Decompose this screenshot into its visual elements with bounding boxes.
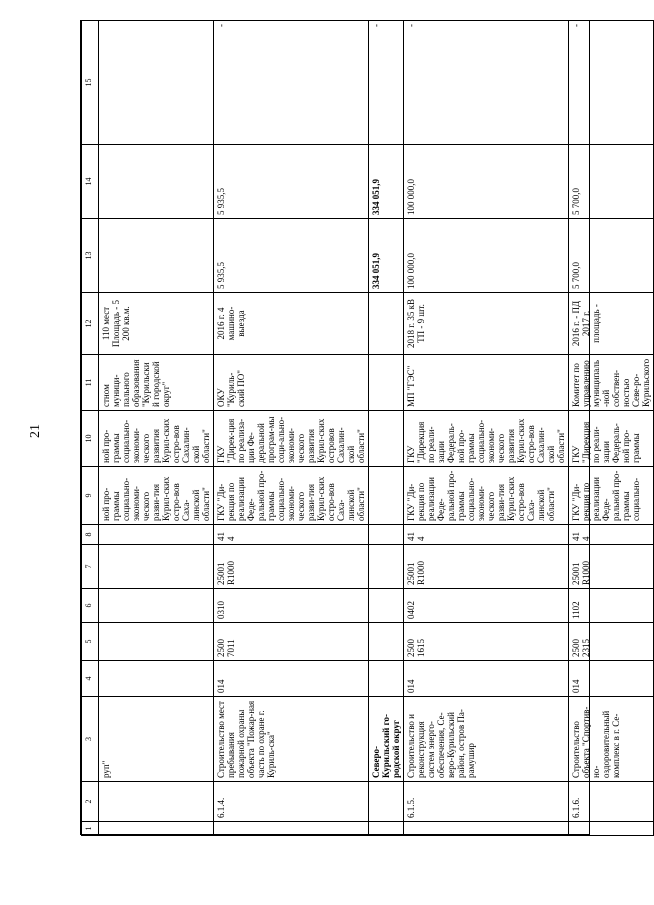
table-cell-col10: ГКУ "Дирекция по реали-зации Федераль-ной про-граммы социально-экономи-ческого развития Курил-ских остро-вов Сахалин-ской области" bbox=[404, 411, 569, 467]
table-cell-col11: стном муници-пального образования "Курильский городской округ" bbox=[99, 355, 214, 411]
table-cell-col13: 5 935,5 bbox=[214, 219, 369, 293]
table-cell-col15 bbox=[99, 21, 214, 145]
table-cell-col10: ГКУ "Дирек-ция по реализа-ции Фе-деральной програм-мы соци-ально-экономи-ческого развития Курил-ских островов Сахалин-ской области" bbox=[214, 411, 369, 467]
row-gutter-cell bbox=[99, 822, 214, 836]
table-cell-col13: 5 700,0 bbox=[569, 219, 654, 293]
table-cell-col7 bbox=[99, 545, 214, 589]
table-cell-col4: 014 bbox=[569, 661, 654, 697]
row-gutter-cell bbox=[214, 822, 369, 836]
table-cell-col2 bbox=[369, 782, 404, 822]
table-cell-col15: - bbox=[404, 21, 569, 145]
data-table bbox=[81, 20, 654, 836]
table-cell-col5 bbox=[99, 623, 214, 661]
table-cell-col2: 6.1.4. bbox=[214, 782, 369, 822]
table-cell-col12: 110 мест Площадь - 5 200 кв.м. bbox=[99, 293, 214, 355]
col-header: 7 bbox=[82, 545, 99, 589]
row-gutter-cell bbox=[569, 822, 654, 836]
table-cell-col11: Комитет по управлению муниципаль-ной собствен-ностью Севе-ро-Курильского bbox=[569, 355, 654, 411]
table-cell-col13: 334 051,9 bbox=[369, 219, 404, 293]
table-cell-col14: 5 700,0 bbox=[569, 145, 654, 219]
table-row bbox=[369, 21, 404, 836]
table-cell-col2: 6.1.5. bbox=[404, 782, 569, 822]
table-cell-col15: - bbox=[569, 21, 654, 145]
table-cell-col5: 2500 1615 bbox=[404, 623, 569, 661]
table-cell-col8 bbox=[369, 525, 404, 545]
col-header: 11 bbox=[82, 355, 99, 411]
table-cell-col9 bbox=[369, 467, 404, 525]
budget-table bbox=[80, 20, 651, 835]
table-cell-col5 bbox=[369, 623, 404, 661]
table-cell-col10: ГКУ "Дирекция по реали-зации Федераль-ной про-граммы bbox=[569, 411, 654, 467]
table-cell-col3: Строительство и реконструкция систем энерго-обеспечения, Се-веро-Курильский район, остров Па-рамушир bbox=[404, 697, 569, 782]
table-row bbox=[404, 21, 569, 836]
row-gutter-cell bbox=[369, 822, 404, 836]
col-header: 8 bbox=[82, 525, 99, 545]
col-header: 2 bbox=[82, 782, 99, 822]
table-cell-col3: Строительство мест пребывания пожарной охраны объекта "Пожар-ная часть по охране г. Куриль-ска" bbox=[214, 697, 369, 782]
table-cell-col9: ГКУ "Ди-рекция по реализации Феде-ральной про-граммы социально- bbox=[569, 467, 654, 525]
table-cell-col2: 6.1.6. bbox=[569, 782, 654, 822]
table-cell-col7: 25001 R1000 bbox=[214, 545, 369, 589]
table-cell-col8: 414 bbox=[404, 525, 569, 545]
table-cell-col14 bbox=[99, 145, 214, 219]
col-header: 14 bbox=[82, 145, 99, 219]
table-cell-col7 bbox=[369, 545, 404, 589]
col-header: 1 bbox=[82, 822, 99, 836]
page-number: 21 bbox=[28, 424, 43, 438]
table-cell-col6: 0310 bbox=[214, 589, 369, 623]
table-cell-col9: ГКУ "Ди-рекция по реализации Феде-ральной про-граммы социально-экономи-ческого разви-тия Курил-ских остро-вов Саха-линской области" bbox=[404, 467, 569, 525]
table-cell-col3: Северо-Курильский го-родской округ bbox=[369, 697, 404, 782]
table-cell-col6: 1102 bbox=[569, 589, 654, 623]
table-cell-col4 bbox=[369, 661, 404, 697]
table-cell-col6 bbox=[369, 589, 404, 623]
col-header: 4 bbox=[82, 661, 99, 697]
col-header: 9 bbox=[82, 467, 99, 525]
col-header: 3 bbox=[82, 697, 99, 782]
table-cell-col3: руп" bbox=[99, 697, 214, 782]
table-cell-col14: 100 000,0 bbox=[404, 145, 569, 219]
table-cell-col10: ной про-граммы социально-экономи-ческого развития Курил-ских остро-вов Сахалин-ской области" bbox=[99, 411, 214, 467]
table-cell-col12: 2018 г. 35 кВ ТП - 9 шт. bbox=[404, 293, 569, 355]
col-header: 6 bbox=[82, 589, 99, 623]
table-cell-col5: 2500 7011 bbox=[214, 623, 369, 661]
table-cell-col11 bbox=[369, 355, 404, 411]
table-cell-col15: - bbox=[369, 21, 404, 145]
table-cell-col8 bbox=[99, 525, 214, 545]
col-header: 10 bbox=[82, 411, 99, 467]
table-row bbox=[99, 21, 214, 836]
table-cell-col6 bbox=[99, 589, 214, 623]
col-header: 5 bbox=[82, 623, 99, 661]
table-cell-col11: МП "ГЭС" bbox=[404, 355, 569, 411]
row-gutter-cell bbox=[404, 822, 569, 836]
table-cell-col9: ГКУ "Ди-рекция по реализации Феде-ральной про-граммы социально-экономи-ческого разви-тия Курил-ских остро-вов Саха-линской области" bbox=[214, 467, 369, 525]
table-cell-col12: 2016 г. 4 машино-выезда bbox=[214, 293, 369, 355]
table-cell-col13 bbox=[99, 219, 214, 293]
table-row bbox=[569, 21, 654, 836]
table-cell-col4: 014 bbox=[404, 661, 569, 697]
table-cell-col12 bbox=[369, 293, 404, 355]
table-cell-col4 bbox=[99, 661, 214, 697]
table-cell-col7: 25001 R1000 bbox=[404, 545, 569, 589]
table-cell-col5: 2500 2315 bbox=[569, 623, 654, 661]
table-cell-col3: Строительство объекта "Спортив-но-оздоровительный комплекс в г. Се- bbox=[569, 697, 654, 782]
table-cell-col13: 100 000,0 bbox=[404, 219, 569, 293]
header-row bbox=[82, 21, 99, 836]
table-cell-col14: 334 051,9 bbox=[369, 145, 404, 219]
col-header: 15 bbox=[82, 21, 99, 145]
table-cell-col9: ной про-граммы социально-экономи-ческого разви-тия Курил-ских остро-вов Саха-линской области" bbox=[99, 467, 214, 525]
table-cell-col8: 414 bbox=[214, 525, 369, 545]
table-cell-col11: ОКУ "Куриль-ский ПО" bbox=[214, 355, 369, 411]
col-header: 13 bbox=[82, 219, 99, 293]
table-cell-col7: 25001 R1000 bbox=[569, 545, 654, 589]
table-cell-col14: 5 935,5 bbox=[214, 145, 369, 219]
table-cell-col8: 414 bbox=[569, 525, 654, 545]
table-cell-col6: 0402 bbox=[404, 589, 569, 623]
table-cell-col15: - bbox=[214, 21, 369, 145]
table-cell-col10 bbox=[369, 411, 404, 467]
col-header: 12 bbox=[82, 293, 99, 355]
table-cell-col12: 2016 г. - ПД 2017 г. площадь - bbox=[569, 293, 654, 355]
table-cell-col4: 014 bbox=[214, 661, 369, 697]
table-cell-col2 bbox=[99, 782, 214, 822]
table-row bbox=[214, 21, 369, 836]
